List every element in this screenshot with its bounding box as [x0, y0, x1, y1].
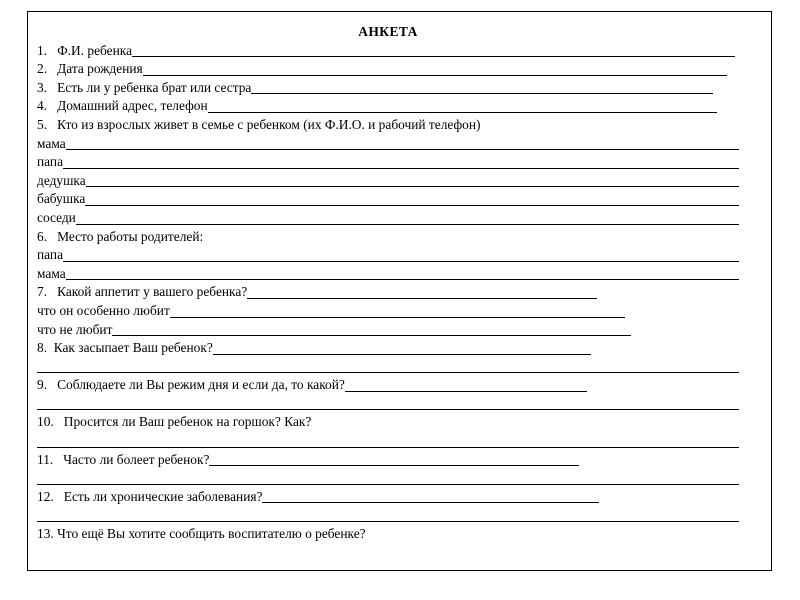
question-text: 10. Просится ли Ваш ребенок на горшок? Как?: [37, 414, 312, 430]
answer-blank: [63, 168, 739, 169]
form-line: [37, 302, 739, 321]
question-text: дедушка: [37, 172, 86, 188]
answer-blank: [213, 354, 591, 355]
answer-blank: [37, 409, 739, 410]
answer-blank: [143, 75, 727, 76]
form-line: [37, 79, 739, 98]
question-text: мама: [37, 135, 66, 151]
answer-blank: [85, 205, 739, 206]
answer-blank: [132, 56, 735, 57]
answer-blank: [63, 261, 739, 262]
form-line: [37, 209, 739, 228]
answer-blank: [86, 186, 739, 187]
answer-blank: [209, 465, 579, 466]
question-text: 5. Кто из взрослых живет в семье с ребенком (их Ф.И.О. и рабочий телефон): [37, 116, 481, 132]
question-text: мама: [37, 265, 66, 281]
form-title: АНКЕТА: [358, 24, 418, 39]
answer-blank: [37, 447, 739, 448]
form-line: [37, 246, 739, 265]
question-text: 9. Соблюдаете ли Вы режим дня и если да, то какой?: [37, 377, 345, 393]
form-line: [37, 339, 739, 358]
form-line: [37, 116, 739, 135]
answer-blank: [66, 149, 739, 150]
answer-blank: [251, 93, 713, 94]
form-line: [37, 42, 739, 61]
form-line: [37, 60, 739, 79]
answer-blank: [112, 335, 631, 336]
form-line: [37, 376, 739, 395]
question-text: что он особенно любит: [37, 302, 170, 318]
question-text: соседи: [37, 209, 76, 225]
questionnaire-sheet: [27, 11, 772, 571]
answer-blank: [170, 317, 625, 318]
answer-blank: [247, 298, 597, 299]
form-line: [37, 321, 739, 340]
answer-blank: [76, 224, 739, 225]
form-line: [37, 488, 739, 507]
form-line: [37, 525, 739, 544]
answer-blank: [345, 391, 587, 392]
form-line: [37, 190, 739, 209]
question-text: что не любит: [37, 321, 113, 337]
answer-blank: [37, 521, 739, 522]
answer-blank: [66, 279, 739, 280]
form-lines: [37, 42, 739, 544]
form-line: [37, 451, 739, 470]
question-text: 4. Домашний адрес, телефон: [37, 98, 208, 114]
form-line: [37, 97, 739, 116]
answer-blank: [37, 484, 739, 485]
question-text: 2. Дата рождения: [37, 61, 143, 77]
question-text: папа: [37, 154, 64, 170]
form-line: [37, 413, 739, 432]
question-text: 12. Есть ли хронические заболевания?: [37, 488, 263, 504]
question-text: 6. Место работы родителей:: [37, 228, 204, 244]
question-text: бабушка: [37, 191, 86, 207]
answer-continuation-line: [37, 469, 739, 488]
question-text: 11. Часто ли болеет ребенок?: [37, 451, 210, 467]
form-line: [37, 283, 739, 302]
question-text: 13. Что ещё Вы хотите сообщить воспитателю о ребенке?: [37, 526, 366, 542]
answer-blank: [208, 112, 717, 113]
form-line: [37, 135, 739, 154]
question-text: 7. Какой аппетит у вашего ребенка?: [37, 284, 248, 300]
form-line: [37, 228, 739, 247]
question-text: 8. Как засыпает Ваш ребенок?: [37, 340, 213, 356]
form-line: [37, 172, 739, 191]
answer-blank: [262, 502, 599, 503]
question-text: 1. Ф.И. ребенка: [37, 42, 133, 58]
answer-continuation-line: [37, 506, 739, 525]
answer-blank: [37, 372, 739, 373]
answer-continuation-line: [37, 432, 739, 451]
question-text: папа: [37, 247, 64, 263]
form-line: [37, 265, 739, 284]
form-line: [37, 153, 739, 172]
answer-continuation-line: [37, 395, 739, 414]
question-text: 3. Есть ли у ребенка брат или сестра: [37, 79, 252, 95]
answer-continuation-line: [37, 358, 739, 377]
